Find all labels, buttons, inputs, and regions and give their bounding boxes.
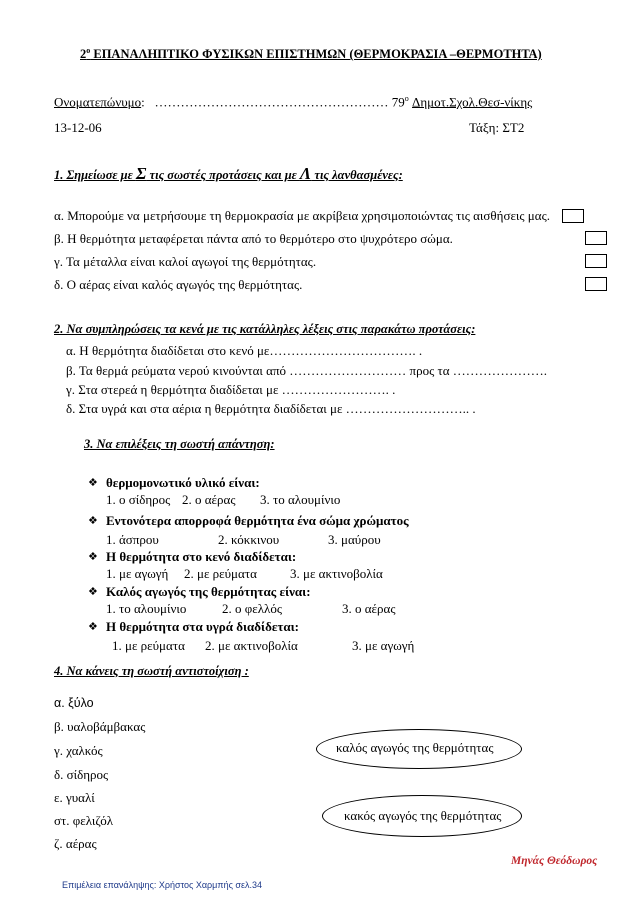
- diamond-bullet-icon: ❖: [88, 550, 98, 563]
- diamond-bullet-icon: ❖: [88, 585, 98, 598]
- q1-answer-box-c[interactable]: [585, 254, 607, 268]
- q4-item-f: στ. φελιζόλ: [54, 813, 114, 828]
- q2-instructions: 2. Να συμπληρώσεις τα κενά με τις κατάλληλες λέξεις στις παρακάτω προτάσεις:: [54, 322, 476, 336]
- diamond-bullet-icon: ❖: [88, 476, 98, 489]
- q3-option-5-1: 1. με ρεύματα: [112, 638, 185, 653]
- q4-item-b: β. υαλοβάμβακας: [54, 719, 146, 734]
- q3-option-4-3: 3. ο αέρας: [342, 601, 396, 616]
- q4-item-a: α. ξύλο: [54, 696, 94, 710]
- q3-option-5-2: 2. με ακτινοβολία: [205, 638, 298, 653]
- q1-item-a: α. Μπορούμε να μετρήσουμε τη θερμοκρασία με ακρίβεια χρησιμοποιώντας τις αισθήσεις μας.: [54, 208, 550, 223]
- q1-answer-box-b[interactable]: [585, 231, 607, 245]
- name-blank: ………………………………………………: [154, 94, 389, 110]
- q3-option-4-1: 1. το αλουμίνιο: [106, 601, 187, 616]
- diamond-bullet-icon: ❖: [88, 620, 98, 633]
- q4-item-d: δ. σίδηρος: [54, 767, 109, 782]
- q1-item-c: γ. Τα μέταλλα είναι καλοί αγωγοί της θερμότητας.: [54, 254, 317, 269]
- page-title: $2^o$ ΕΠΑΝΑΛΗΠΤΙΚΟ ΦΥΣΙΚΩΝ ΕΠΙΣΤΗΜΩΝ (ΘΕΡΜΟΚΡΑΣΙΑ –ΘΕΡΜΟΤΗΤΑ): [80, 46, 542, 62]
- q1-instructions: 1. Σημείωσε με Σ τις σωστές προτάσεις και με Λ τις λανθασμένες:: [54, 164, 403, 183]
- q3-option-2-2: 2. κόκκινου: [218, 532, 280, 547]
- q3-option-2-1: 1. άσπρου: [106, 532, 159, 547]
- q1-item-b: β. Η θερμότητα μεταφέρεται πάντα από το θερμότερο στο ψυχρότερο σώμα.: [54, 231, 453, 246]
- q2-item-c: γ. Στα στερεά η θερμότητα διαδίδεται με ……………………. .: [66, 382, 396, 397]
- q3-option-1-1: 1. ο σίδηρος: [106, 492, 171, 507]
- date: 13-12-06: [54, 120, 102, 135]
- q1-answer-box-a[interactable]: [562, 209, 584, 223]
- q3-question-3: Η θερμότητα στο κενό διαδίδεται:: [106, 549, 297, 564]
- school-name: Δημοτ.Σχολ.Θεσ-νίκης: [412, 94, 533, 110]
- q3-option-1-2: 2. ο αέρας: [182, 492, 236, 507]
- q3-question-1: θερμομονωτικό υλικό είναι:: [106, 475, 260, 490]
- q2-item-a: α. Η θερμότητα διαδίδεται στο κενό με……………………………. .: [66, 343, 423, 358]
- name-label: Ονοματεπώνυμο: [54, 94, 142, 110]
- q3-question-2: Εντονότερα απορροφά θερμότητα ένα σώμα χρώματος: [106, 513, 409, 528]
- q2-item-d: δ. Στα υγρά και στα αέρια η θερμότητα διαδίδεται με ……………………….. .: [66, 401, 476, 416]
- q2-item-b: β. Τα θερμά ρεύματα νερού κινούνται από ……………………… προς τα ………………….: [66, 363, 548, 378]
- author-name: Μηνάς Θεόδωρος: [511, 855, 598, 867]
- q1-answer-box-d[interactable]: [585, 277, 607, 291]
- q3-option-5-3: 3. με αγωγή: [352, 638, 415, 653]
- q3-question-5: Η θερμότητα στα υγρά διαδίδεται:: [106, 619, 299, 634]
- q3-option-3-1: 1. με αγωγή: [106, 566, 169, 581]
- q4-item-e: ε. γυαλί: [54, 790, 95, 805]
- q3-instructions: 3. Να επιλέξεις τη σωστή απάντηση:: [84, 437, 275, 451]
- q4-item-c: γ. χαλκός: [54, 743, 103, 758]
- q3-option-2-3: 3. μαύρου: [328, 532, 381, 547]
- q1-item-d: δ. Ο αέρας είναι καλός αγωγός της θερμότητας.: [54, 277, 303, 292]
- bad-conductor-label: κακός αγωγός της θερμότητας: [344, 808, 502, 823]
- class-label: Τάξη: ΣΤ2: [469, 120, 525, 135]
- good-conductor-label: καλός αγωγός της θερμότητας: [336, 740, 494, 755]
- q4-instructions: 4. Να κάνεις τη σωστή αντιστοίχιση :: [54, 664, 249, 678]
- name-line: Ονοματεπώνυμο: ……………………………………………… $79^o$ Δημοτ.Σχολ.Θεσ-νίκης: [54, 94, 533, 110]
- q3-option-3-2: 2. με ρεύματα: [184, 566, 257, 581]
- q3-option-1-3: 3. το αλουμίνιο: [260, 492, 341, 507]
- q3-option-4-2: 2. ο φελλός: [222, 601, 282, 616]
- q3-option-3-3: 3. με ακτινοβολία: [290, 566, 383, 581]
- q4-item-g: ζ. αέρας: [54, 836, 97, 851]
- q3-question-4: Καλός αγωγός της θερμότητας είναι:: [106, 584, 311, 599]
- footer-credit: Επιμέλεια επανάληψης: Χρήστος Χαρμπής σελ.34: [62, 880, 262, 890]
- diamond-bullet-icon: ❖: [88, 514, 98, 527]
